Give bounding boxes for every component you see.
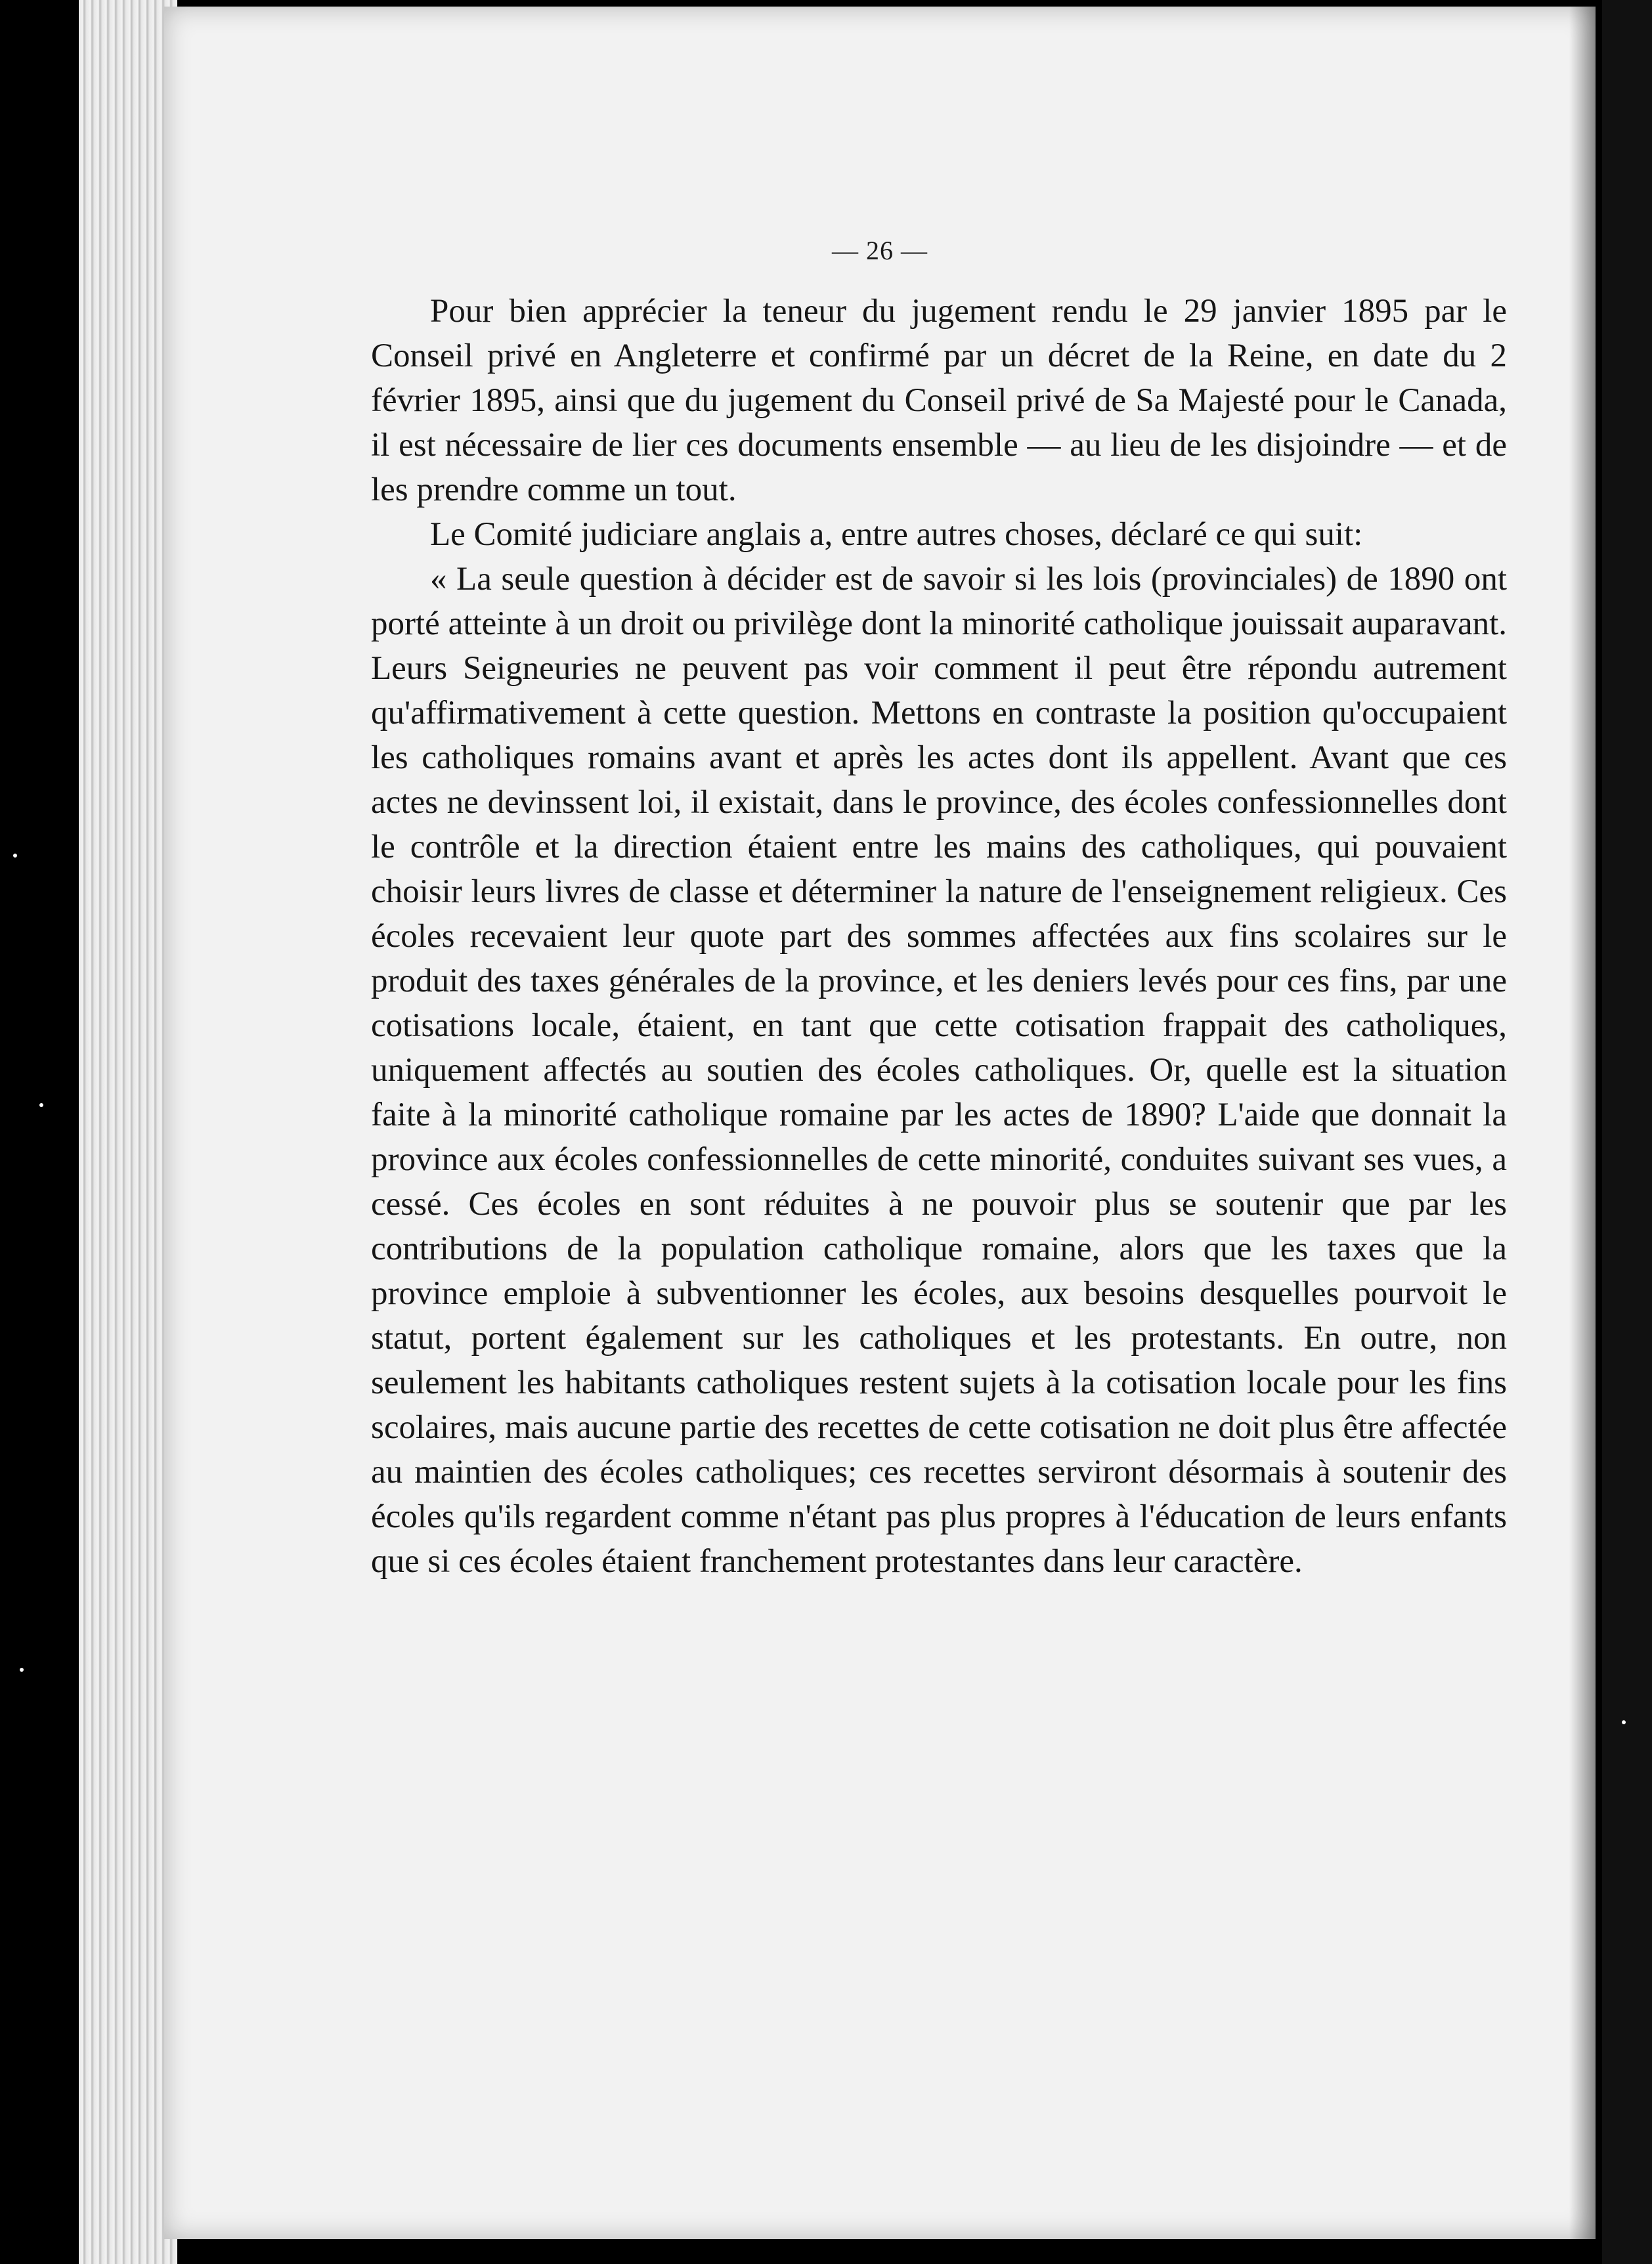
scan-speck: [39, 1103, 43, 1107]
body-text: [371, 289, 1507, 1584]
scan-speck: [1622, 1720, 1626, 1724]
page-number: — 26 —: [832, 236, 928, 265]
paragraph-intro: Pour bien apprécier la teneur du jugement rendu le 29 janvier 1895 par le Conseil privé en Angleterre et confirmé par un décret de la Reine, en date du 2 février 1895, ainsi que du jugement du Conseil privé de Sa Majesté pour le Canada, il est nécessaire de lier ces documents ensemble — au lieu de les disjoindre — et de les prendre comme un tout.: [371, 293, 1507, 508]
page-edges: [79, 0, 177, 2264]
paragraph-committee: Le Comité judiciare anglais a, entre autres choses, déclaré ce qui suit:: [430, 516, 1363, 553]
scan-speck: [20, 1668, 24, 1672]
scan-speck: [13, 854, 17, 858]
scan-border: [1602, 0, 1652, 2264]
paragraph-quotation: « La seule question à décider est de savoir si les lois (provinciales) de 1890 ont porté atteinte à un droit ou privilège dont la minorité catholique jouissait auparavant. Leurs Seigneuries ne peuvent pas voir comment il peut être répondu autrement qu'affirmativement à cette question. Mettons en contraste la position qu'occupaient les catholiques romains avant et après les actes dont ils appellent. Avant que ces actes ne devinssent loi, il existait, dans le province, des écoles confessionnelles dont le contrôle et la direction étaient entre les mains des catholiques, qui pouvaient choisir leurs livres de classe et déterminer la nature de l'enseignement religieux. Ces écoles recevaient leur quote part des sommes affectées aux fins scolaires sur le produit des taxes générales de la province, et les deniers levés pour ces fins, par une cotisations locale, étaient, en tant que cette cotisation frappait des catholiques, uniquement affectés au soutien des écoles catholiques. Or, quelle est la situation faite à la minorité catholique romaine par les actes de 1890? L'aide que donnait la province aux écoles confessionnelles de cette minorité, conduites suivant ses vues, a cessé. Ces écoles en sont réduites à ne pouvoir plus se soutenir que par les contributions de la population catholique romaine, alors que les taxes que la province emploie à subventionner les écoles, aux besoins desquelles pourvoit le statut, portent également sur les catholiques et les protestants. En outre, non seulement les habitants catholiques restent sujets à la cotisation locale pour les fins scolaires, mais aucune partie des recettes de cette cotisation ne doit plus être affectée au maintien des écoles catholiques; ces recettes serviront désormais à soutenir des écoles qu'ils regardent comme n'étant pas plus propres à l'éducation de leurs enfants que si ces écoles étaient franchement protestantes dans leur caractère.: [371, 561, 1507, 1580]
